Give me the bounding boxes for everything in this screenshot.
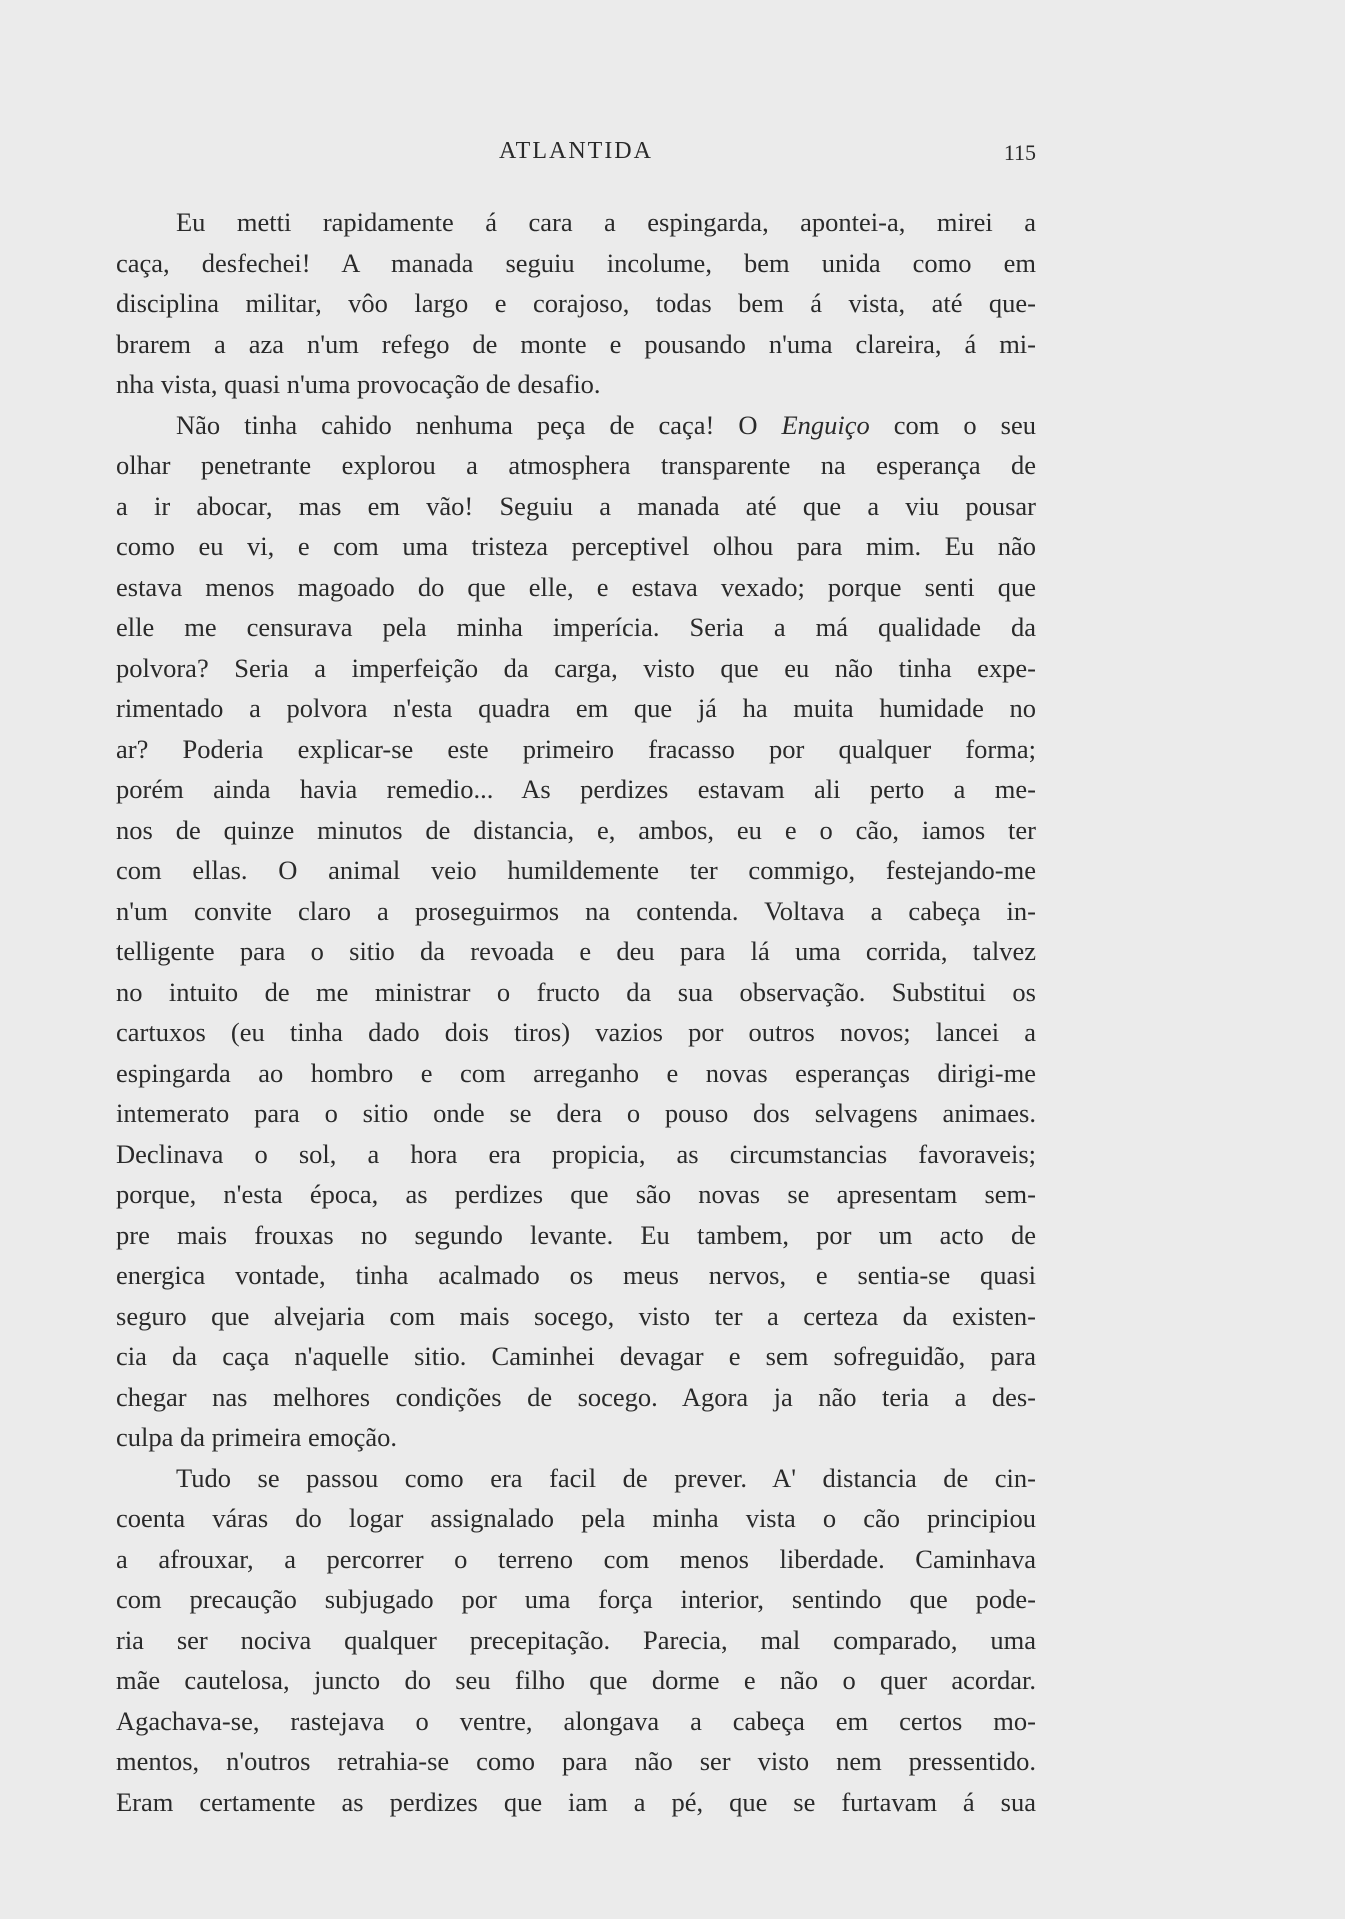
text-line: Declinava o sol, a hora era propicia, as circumstancias favoraveis; [116, 1138, 1036, 1169]
text-line: como eu vi, e com uma tristeza perceptivel olhou para mim. Eu não [116, 531, 1036, 561]
text-line: telligente para o sitio da revoada e deu para lá uma corrida, talvez [116, 936, 1036, 966]
page-header [116, 138, 1036, 174]
text-line: brarem a aza n'um refego de monte e pousando n'uma clareira, á mi- [116, 328, 1036, 359]
text-line: ria ser nociva qualquer precepitação. Parecia, mal comparado, uma [116, 1624, 1036, 1655]
text-line: polvora? Seria a imperfeição da carga, visto que eu não tinha expe- [116, 652, 1036, 683]
text-line: Tudo se passou como era facil de prever. A' distancia de cin- [176, 1462, 1036, 1493]
text-line: olhar penetrante explorou a atmosphera transparente na esperança de [116, 450, 1036, 480]
text-line: pre mais frouxas no segundo levante. Eu tambem, por um acto de [116, 1219, 1036, 1250]
text-line: seguro que alvejaria com mais socego, visto ter a certeza da existen- [116, 1300, 1036, 1331]
running-title: ATLANTIDA [499, 138, 653, 164]
italic-name: Enguiço [781, 409, 870, 440]
text-line: com precaução subjugado por uma força interior, sentindo que pode- [116, 1584, 1036, 1614]
text-line: porém ainda havia remedio... As perdizes estavam ali perto a me- [116, 774, 1036, 804]
text-line: porque, n'esta época, as perdizes que são novas se apresentam sem- [116, 1179, 1036, 1209]
text-line: culpa da primeira emoção. [116, 1422, 398, 1452]
text-line: energica vontade, tinha acalmado os meus nervos, e sentia-se quasi [116, 1260, 1036, 1290]
text-line: nos de quinze minutos de distancia, e, ambos, eu e o cão, iamos ter [116, 814, 1036, 845]
text-line: cia da caça n'aquelle sitio. Caminhei devagar e sem sofreguidão, para [116, 1341, 1036, 1371]
text-line: n'um convite claro a proseguirmos na contenda. Voltava a cabeça in- [116, 895, 1036, 926]
text-line: espingarda ao hombro e com arreganho e novas esperanças dirigi-me [116, 1057, 1036, 1088]
text-line: mentos, n'outros retrahia-se como para não ser visto nem pressentido. [116, 1746, 1036, 1776]
text-line: coenta váras do logar assignalado pela minha vista o cão principiou [116, 1503, 1036, 1533]
text-line: chegar nas melhores condições de socego. Agora ja não teria a des- [116, 1381, 1036, 1412]
text-line: cartuxos (eu tinha dado dois tiros) vazios por outros novos; lancei a [116, 1017, 1036, 1047]
text-segment: Não tinha cahido nenhuma peça de caça! O [176, 409, 782, 440]
text-line: nha vista, quasi n'uma provocação de desafio. [116, 369, 601, 399]
text-line: intemerato para o sitio onde se dera o pouso dos selvagens animaes. [116, 1098, 1036, 1128]
text-line: com ellas. O animal veio humildemente ter commigo, festejando-me [116, 855, 1036, 885]
text-line: estava menos magoado do que elle, e estava vexado; porque senti que [116, 571, 1036, 602]
text-line: rimentado a polvora n'esta quadra em que já ha muita humidade no [116, 693, 1036, 723]
text-line: elle me censurava pela minha imperícia. Seria a má qualidade da [116, 612, 1036, 642]
body-text [116, 202, 1036, 1822]
text-line: ar? Poderia explicar-se este primeiro fracasso por qualquer forma; [116, 733, 1036, 764]
text-line: Eu metti rapidamente á cara a espingarda, apontei-a, mirei a [176, 207, 1036, 237]
text-line: no intuito de me ministrar o fructo da sua observação. Substitui os [116, 976, 1036, 1007]
page-number: 115 [1003, 140, 1036, 165]
text-line [116, 405, 1036, 446]
text-line: Eram certamente as perdizes que iam a pé, que se furtavam á sua [116, 1786, 1036, 1817]
text-line: a ir abocar, mas em vão! Seguiu a manada até que a viu pousar [116, 490, 1036, 521]
text-line: a afrouxar, a percorrer o terreno com menos liberdade. Caminhava [116, 1543, 1036, 1574]
text-segment: com o seu [869, 409, 1037, 440]
text-line: disciplina militar, vôo largo e corajoso, todas bem á vista, até que- [116, 288, 1036, 318]
text-line: Agachava-se, rastejava o ventre, alongava a cabeça em certos mo- [116, 1705, 1036, 1736]
text-line: caça, desfechei! A manada seguiu incolume, bem unida como em [116, 247, 1036, 278]
text-line: mãe cautelosa, juncto do seu filho que dorme e não o quer acordar. [116, 1665, 1036, 1695]
